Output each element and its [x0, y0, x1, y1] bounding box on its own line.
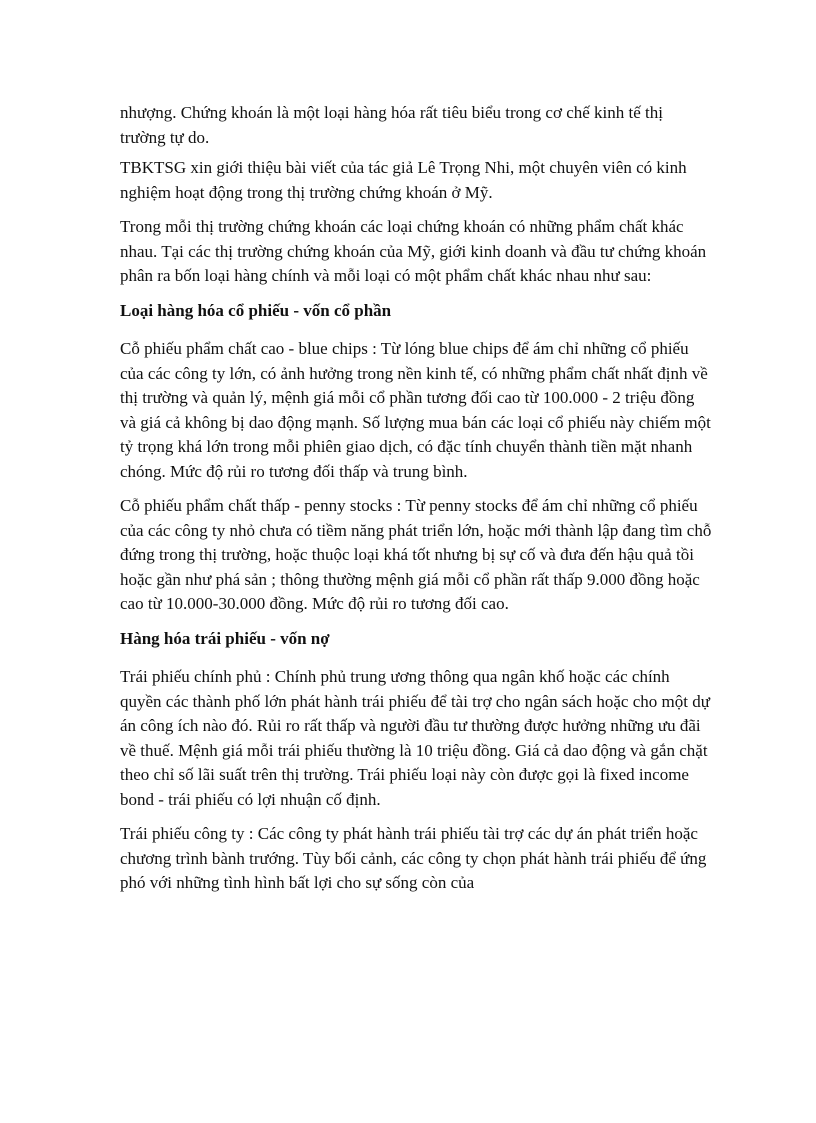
paragraph-government-bonds: Trái phiếu chính phủ : Chính phủ trung ương thông qua ngân khố hoặc các chính quyền các thành phố lớn phát hành trái phiếu để tài trợ cho ngân sách hoặc cho một dự án công ích nào đó. Rủi ro rất thấp và người đầu tư thường được hưởng những ưu đãi về thuế. Mệnh giá mỗi trái phiếu thường là 10 triệu đồng. Giá cả dao động và gắn chặt theo chỉ số lãi suất trên thị trường. Trái phiếu loại này còn được gọi là fixed income bond - trái phiếu có lợi nhuận cố định.	[120, 667, 710, 809]
paragraph-intro-continued: nhượng. Chứng khoán là một loại hàng hóa rất tiêu biểu trong cơ chế kinh tế thị trường tự do.	[120, 103, 663, 147]
section-heading-stocks: Loại hàng hóa cổ phiếu - vốn cổ phần	[120, 300, 392, 320]
paragraph-penny-stocks: Cỗ phiếu phẩm chất thấp - penny stocks : Từ penny stocks để ám chỉ những cổ phiếu của các công ty nhỏ chưa có tiềm năng phát triển lớn, hoặc mới thành lập đang tìm chỗ đứng trong thị trường, hoặc thuộc loại khá tốt nhưng bị sự cố và đưa đến hậu quả tồi hoặc gần như phá sản ; thông thường mệnh giá mỗi cổ phần rất thấp 9.000 đồng hoặc cao từ 10.000-30.000 đồng. Mức độ rủi ro tương đối cao.	[120, 496, 712, 613]
paragraph-author-intro: TBKTSG xin giới thiệu bài viết của tác giả Lê Trọng Nhi, một chuyên viên có kinh nghiệm hoạt động trong thị trường chứng khoán ở Mỹ.	[120, 158, 687, 202]
section-heading-bonds: Hàng hóa trái phiếu - vốn nợ	[120, 628, 330, 648]
paragraph-corporate-bonds: Trái phiếu công ty : Các công ty phát hành trái phiếu tài trợ các dự án phát triển hoặc chương trình bành trướng. Tùy bối cảnh, các công ty chọn phát hành trái phiếu để ứng phó với những tình hình bất lợi cho sự sống còn của	[120, 824, 707, 892]
paragraph-blue-chips: Cỗ phiếu phẩm chất cao - blue chips : Từ lóng blue chips để ám chỉ những cổ phiếu của các công ty lớn, có ảnh hưởng trong nền kinh tế, có những phẩm chất nhất định về thị trường và quản lý, mệnh giá mỗi cổ phần tương đối cao từ 100.000 - 2 triệu đồng và giá cả không bị dao động mạnh. Số lượng mua bán các loại cổ phiếu này chiếm một tỷ trọng khá lớn trong mỗi phiên giao dịch, có đặc tính chuyển thành tiền mặt nhanh chóng. Mức độ rủi ro tương đối thấp và trung bình.	[120, 339, 711, 481]
document-page	[120, 101, 712, 906]
paragraph-market-overview: Trong mỗi thị trường chứng khoán các loại chứng khoán có những phẩm chất khác nhau. Tại các thị trường chứng khoán của Mỹ, giới kinh doanh và đầu tư chứng khoán phân ra bốn loại hàng chính và mỗi loại có một phẩm chất khác nhau như sau:	[120, 217, 707, 285]
